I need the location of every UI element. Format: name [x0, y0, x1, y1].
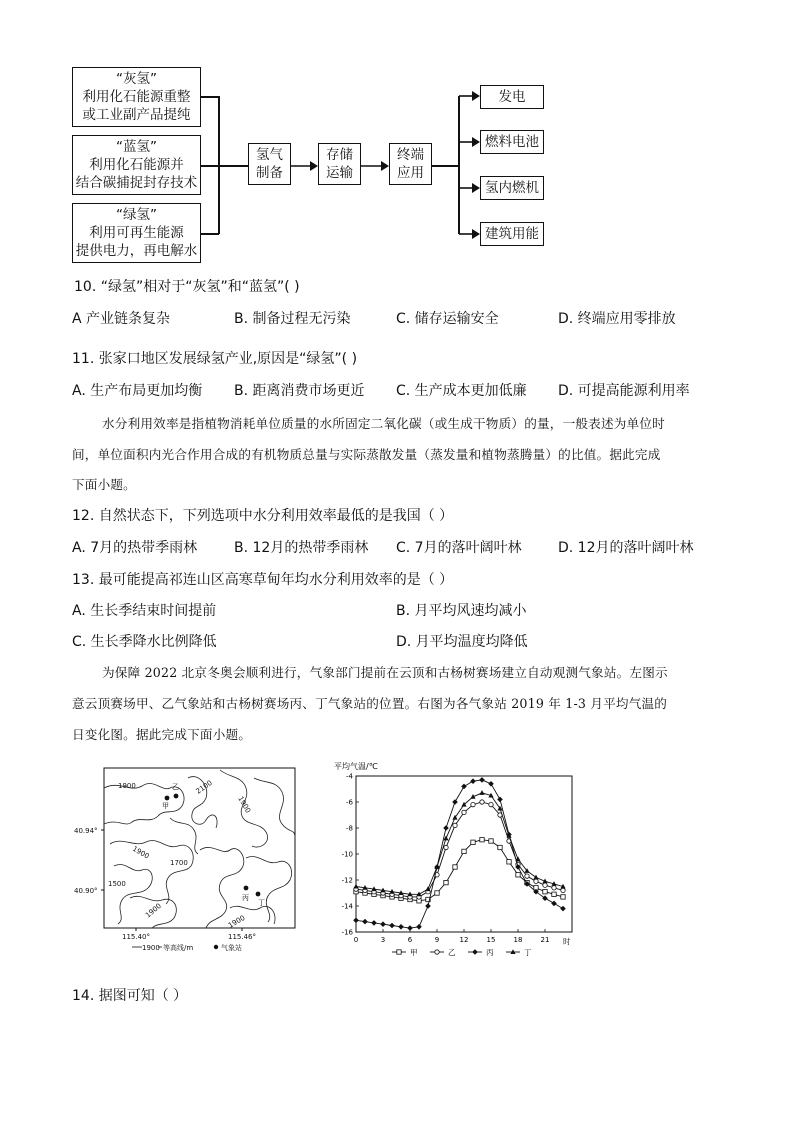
passage-olympics-line3: 日变化图。据此完成下面小题。	[72, 727, 252, 742]
q11-option-c[interactable]: C. 生产成本更加低廉	[396, 383, 527, 399]
data-point	[471, 840, 475, 844]
source-green-line2: 提供电力，再电解水	[75, 243, 198, 259]
question-13-stem: 13. 最可能提高祁连山区高寒草甸年均水分利用效率的是（ ）	[72, 572, 454, 588]
data-point	[471, 802, 475, 806]
data-point	[552, 892, 556, 896]
data-point	[462, 810, 466, 814]
legend-station-text: 气象站	[221, 944, 242, 952]
legend-label: 丙	[486, 948, 494, 957]
q12-option-d[interactable]: D. 12月的落叶阔叶林	[558, 540, 694, 556]
contour-label: 1900	[118, 782, 136, 790]
q13-option-a[interactable]: A. 生长季结束时间提前	[72, 603, 217, 619]
data-point	[525, 874, 529, 878]
y-tick-label: -14	[341, 902, 353, 911]
stage-box-terminal	[389, 143, 432, 185]
use-box-building-energy: 建筑用能	[480, 222, 544, 246]
data-point	[453, 823, 457, 827]
x-tick-label: 0	[353, 936, 359, 944]
data-point	[534, 879, 538, 883]
map-legend	[132, 943, 242, 952]
x-tick-label: 9	[434, 936, 440, 944]
station-jia-label: 甲	[162, 802, 169, 810]
passage-olympics-line2: 意云顶赛场甲、乙气象站和古杨树赛场丙、丁气象站的位置。右图为各气象站 2019 年 1-3 月平均气温的	[72, 696, 668, 711]
q12-option-a[interactable]: A. 7月的热带季雨林	[72, 540, 198, 556]
legend-marker	[397, 950, 401, 954]
x-tick-label: 15	[486, 936, 496, 944]
y-tick-label: -10	[341, 850, 353, 859]
passage-water-efficiency-line3: 下面小题。	[72, 477, 136, 492]
source-box-gray-hydrogen	[72, 67, 201, 127]
data-point	[444, 880, 448, 884]
data-point	[543, 883, 547, 887]
lat-label: 40.94°	[74, 827, 98, 835]
stage-box-production	[248, 143, 291, 185]
station-yi-dot	[174, 794, 179, 799]
contour-label: 1900	[144, 901, 163, 920]
data-point	[543, 890, 547, 894]
station-ding-dot	[256, 892, 261, 897]
use-box-fuel-cell: 燃料电池	[480, 130, 544, 154]
q10-option-c[interactable]: C. 储存运输安全	[396, 311, 499, 327]
data-point	[498, 845, 502, 849]
arrow-icon	[291, 158, 318, 174]
plot-frame	[356, 776, 572, 932]
legend-contour-value: 1900	[142, 944, 160, 952]
data-point	[516, 873, 520, 877]
arrow-icon	[459, 134, 480, 150]
data-point	[435, 891, 439, 895]
stage-terminal-line1: 终端	[397, 147, 424, 163]
chart-legend	[392, 948, 532, 957]
data-point	[444, 845, 448, 849]
station-jia-dot	[165, 796, 170, 801]
q12-option-b[interactable]: B. 12月的热带季雨林	[234, 540, 369, 556]
source-blue-line1: 利用化石能源并	[89, 157, 184, 173]
station-bing-dot	[244, 886, 249, 891]
data-point	[480, 838, 484, 842]
y-tick-label: -6	[346, 798, 353, 807]
q10-option-b[interactable]: B. 制备过程无污染	[234, 311, 351, 327]
source-box-green-hydrogen	[72, 203, 201, 263]
question-11-stem: 11. 张家口地区发展绿氢产业,原因是“绿氢”( )	[72, 351, 358, 367]
station-yi-label: 乙	[172, 783, 179, 791]
x-tick-label: 6	[407, 936, 413, 944]
q11-option-b[interactable]: B. 距离消费市场更近	[234, 383, 365, 399]
data-point	[489, 802, 493, 806]
contour-label: 1700	[170, 859, 188, 867]
use-box-power: 发电	[480, 85, 544, 109]
q10-option-a[interactable]: A 产业链条复杂	[72, 311, 171, 327]
data-point	[480, 800, 484, 804]
station-ding-label: 丁	[258, 899, 265, 907]
legend-contour-text: 等高线/m	[163, 944, 194, 952]
data-point	[507, 860, 511, 864]
y-tick-label: -4	[346, 772, 353, 781]
data-point	[561, 895, 565, 899]
lon-label: 115.46°	[228, 933, 256, 941]
y-tick-label: -12	[341, 876, 353, 885]
question-14-stem: 14. 据图可知（ ）	[72, 988, 188, 1004]
q13-option-c[interactable]: C. 生长季降水比例降低	[72, 634, 217, 650]
legend-marker	[435, 950, 439, 954]
source-green-line1: 利用可再生能源	[89, 225, 184, 241]
contour-label: 1900	[131, 844, 151, 861]
station-bing-label: 丙	[242, 894, 249, 902]
passage-water-efficiency-line2: 间，单位面积内光合作用合成的有机物质总量与实际蒸散发量（蒸发量和植物蒸腾量）的比值。据此完成	[72, 447, 661, 462]
x-tick-label: 18	[513, 936, 523, 944]
source-gray-line1: 利用化石能源重整	[82, 89, 191, 105]
q11-option-a[interactable]: A. 生产布局更加均衡	[72, 383, 203, 399]
question-10-stem: 10. “绿氢”相对于“灰氢”和“蓝氢”( )	[74, 279, 300, 295]
data-point	[552, 886, 556, 890]
legend-marker	[472, 949, 478, 955]
stage-production-line1: 氢气	[256, 147, 283, 163]
stage-production-line2: 制备	[256, 165, 283, 181]
contour-label: 1500	[108, 880, 126, 888]
arrow-icon	[361, 158, 389, 174]
chart-x-axis-label: 时	[563, 937, 571, 946]
temperature-line-chart	[328, 758, 588, 968]
contour-map	[70, 758, 310, 958]
x-tick-label: 3	[380, 936, 386, 944]
source-blue-title: “蓝氢”	[116, 139, 157, 155]
q11-option-d[interactable]: D. 可提高能源利用率	[558, 383, 690, 399]
use-box-combustion-engine: 氢内燃机	[480, 176, 544, 200]
data-point	[453, 865, 457, 869]
data-point	[462, 849, 466, 853]
source-gray-title: “灰氢”	[116, 71, 157, 87]
q10-option-d[interactable]: D. 终端应用零排放	[558, 311, 676, 327]
x-tick-label: 12	[459, 936, 469, 944]
passage-water-efficiency-line1: 水分利用效率是指植物消耗单位质量的水所固定二氧化碳（或生成干物质）的量，一般表述为单位时	[102, 416, 665, 431]
q12-option-c[interactable]: C. 7月的落叶阔叶林	[396, 540, 522, 556]
source-box-blue-hydrogen	[72, 135, 201, 195]
q13-option-d[interactable]: D. 月平均温度均降低	[396, 634, 528, 650]
arrow-icon	[459, 226, 480, 242]
data-point	[561, 888, 565, 892]
contour-label: 1900	[236, 795, 253, 815]
passage-olympics-line1: 为保障 2022 北京冬奥会顺利进行，气象部门提前在云顶和古杨树赛场建立自动观测气象站。左图示	[102, 665, 668, 680]
lon-label: 115.40°	[122, 933, 150, 941]
stage-storage-line2: 运输	[326, 165, 353, 181]
legend-label: 乙	[448, 948, 456, 957]
stage-storage-line1: 存储	[326, 147, 353, 163]
source-gray-line2: 或工业副产品提纯	[82, 107, 191, 123]
source-green-title: “绿氢”	[116, 207, 157, 223]
source-blue-line2: 结合碳捕捉封存技术	[75, 175, 198, 191]
arrow-icon	[459, 88, 480, 104]
chart-y-axis-label: 平均气温/℃	[334, 762, 378, 771]
q13-option-b[interactable]: B. 月平均风速均减小	[396, 603, 527, 619]
arrow-icon	[459, 180, 480, 196]
contour-label: 1900	[227, 913, 247, 930]
question-12-stem: 12. 自然状态下，下列选项中水分利用效率最低的是我国（ ）	[72, 508, 454, 524]
data-point	[489, 839, 493, 843]
y-tick-label: -16	[341, 928, 353, 937]
y-tick-label: -8	[346, 824, 353, 833]
legend-label: 丁	[524, 948, 532, 957]
legend-label: 甲	[410, 948, 418, 957]
lat-label: 40.90°	[74, 887, 98, 895]
contour-label: 2100	[194, 778, 214, 796]
stage-terminal-line2: 应用	[397, 165, 424, 181]
x-tick-label: 21	[540, 936, 550, 944]
stage-box-storage	[318, 143, 361, 185]
